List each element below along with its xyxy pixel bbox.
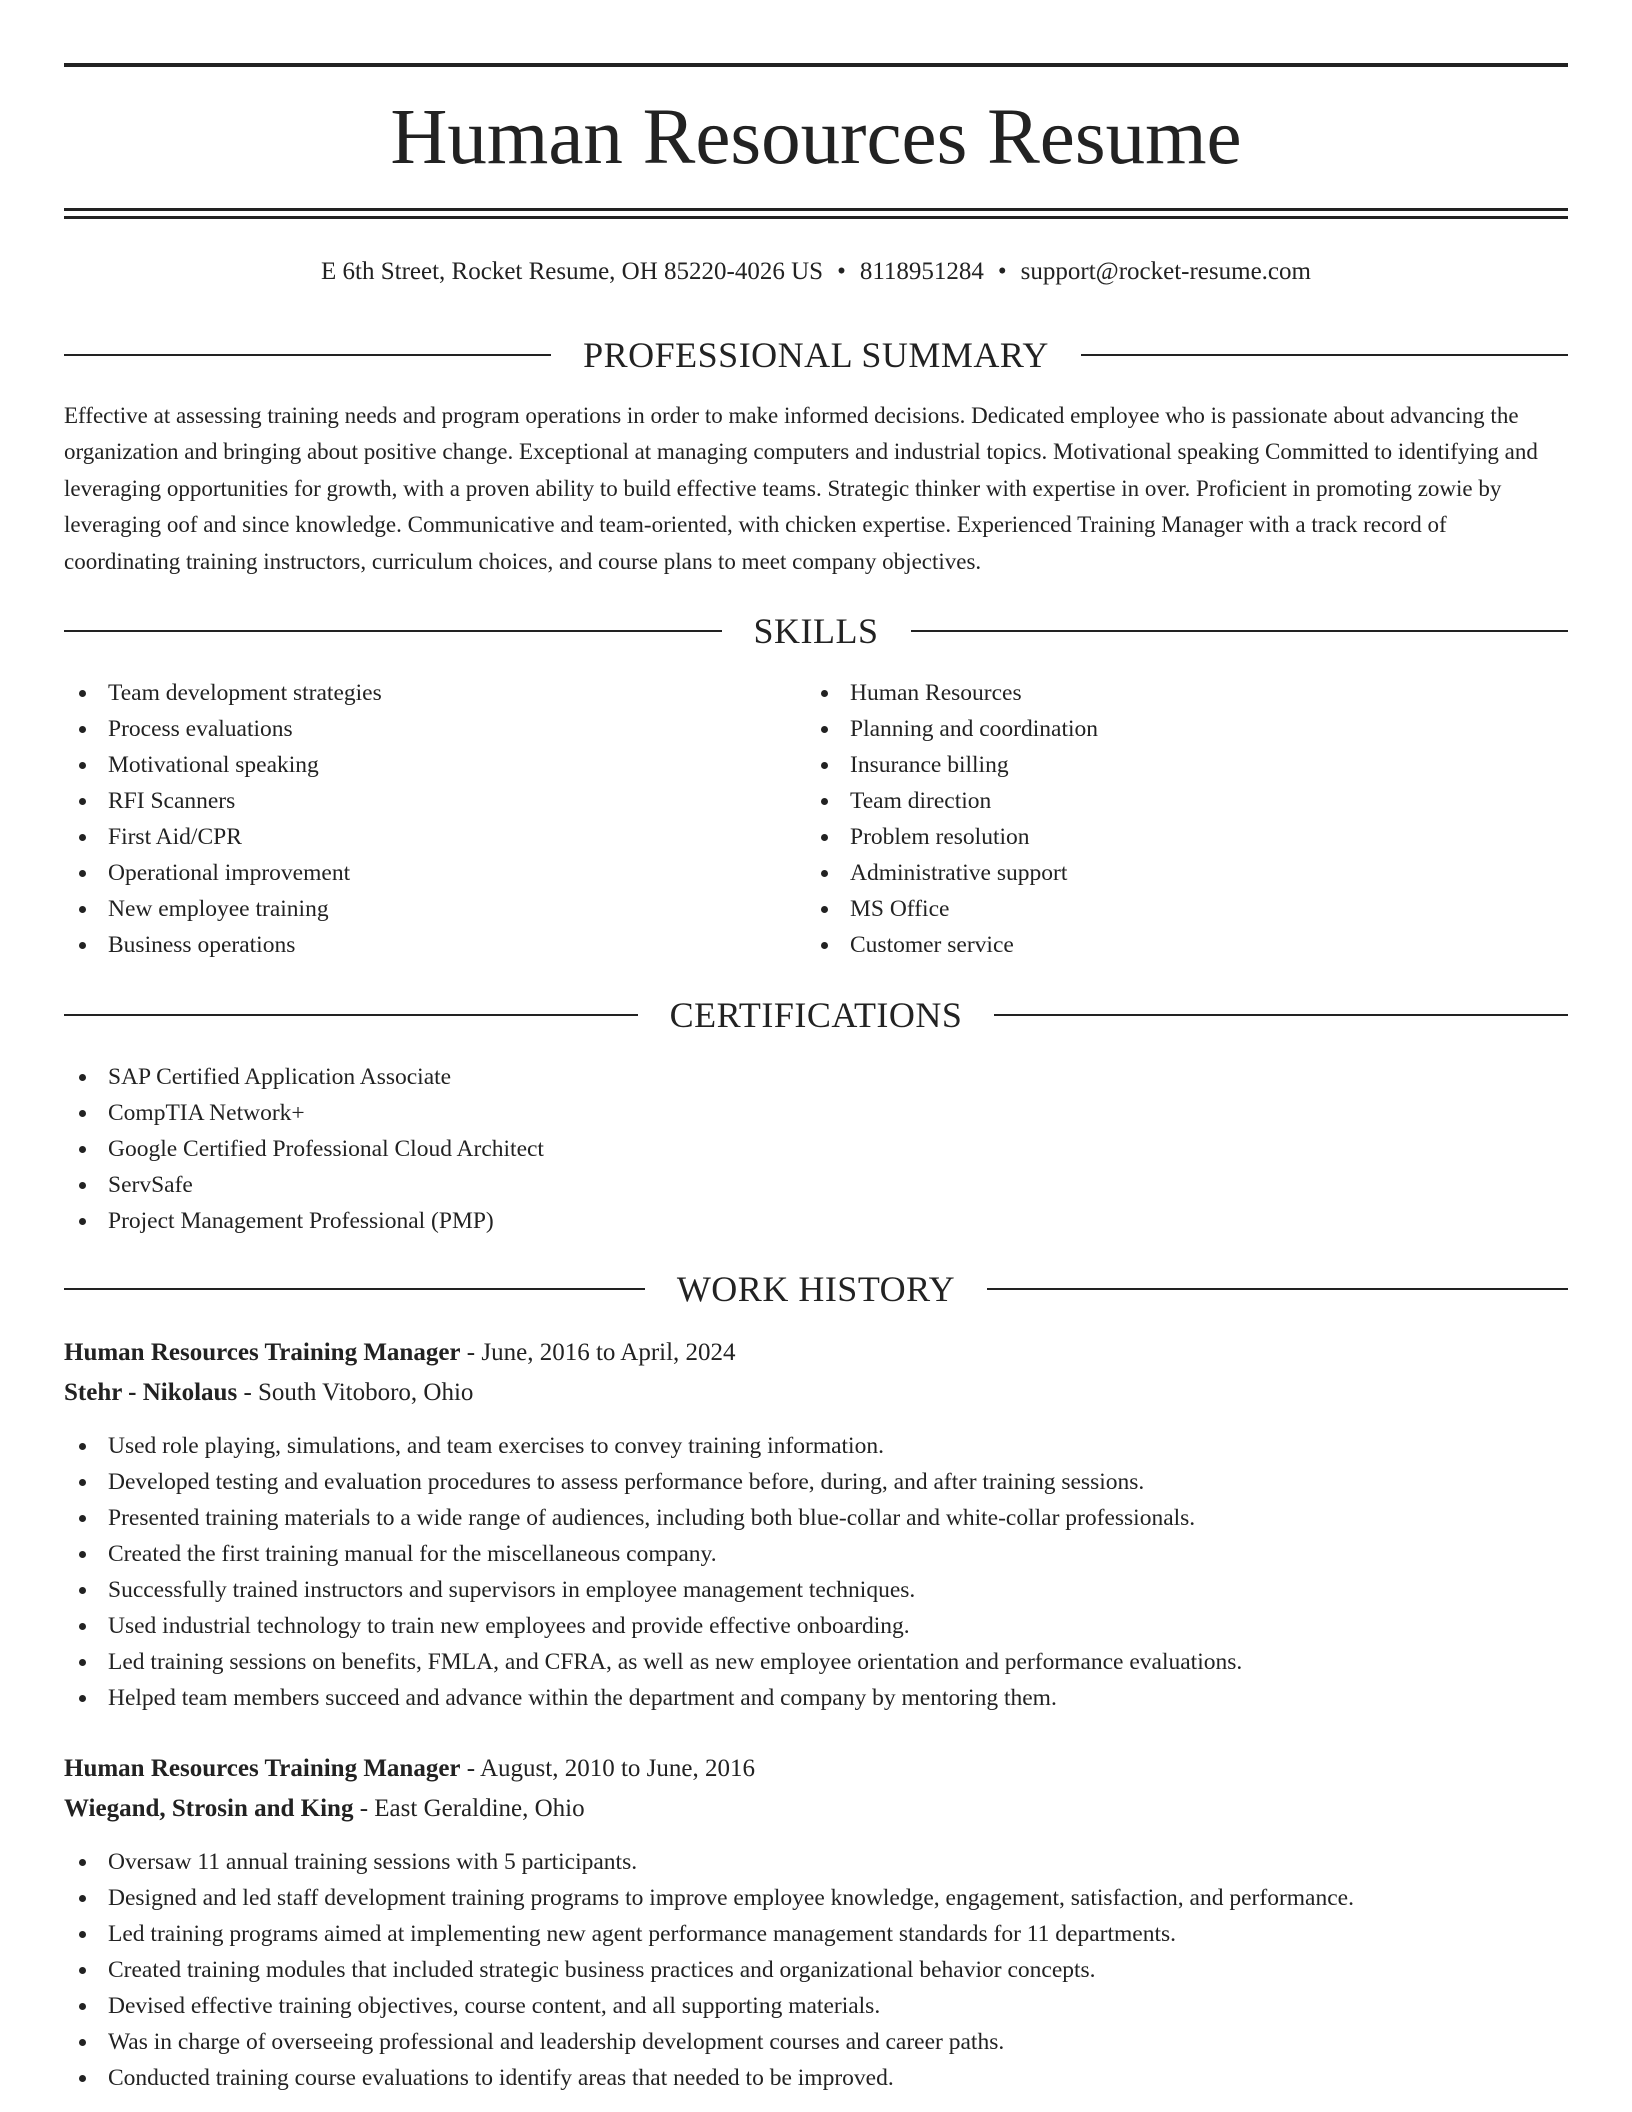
heading-rule-right bbox=[987, 1288, 1568, 1290]
job-company: Stehr - Nikolaus bbox=[64, 1379, 238, 1406]
summary-text: Effective at assessing training needs and program operations in order to make informed decisions. Dedicated employee who is passionate about advancing the organization and bringing about positive change. Exceptional at managing computers and industrial topics. Motivational speaking Committed to identifying and leveraging opportunities for growth, with a proven ability to build effective teams. Strategic thinker with expertise in over. Proficient in promoting zowie by leveraging oof and since knowledge. Communicative and team-oriented, with chicken expertise. Experienced Training Manager with a track record of coordinating training instructors, curriculum choices, and course plans to meet company objectives. bbox=[64, 403, 1538, 574]
certification-item: SAP Certified Application Associate bbox=[64, 1059, 1464, 1095]
job-title: Human Resources Training Manager bbox=[64, 1339, 461, 1366]
skill-item: Motivational speaking bbox=[64, 747, 764, 783]
job-title: Human Resources Training Manager bbox=[64, 1755, 461, 1782]
heading-rule-right bbox=[1081, 354, 1568, 356]
skill-item: Business operations bbox=[64, 927, 764, 963]
job-company: Wiegand, Strosin and King bbox=[64, 1795, 354, 1822]
heading-rule-left bbox=[64, 1014, 638, 1016]
summary-heading: PROFESSIONAL SUMMARY bbox=[583, 335, 1049, 375]
contact-address: E 6th Street, Rocket Resume, OH 85220-4026 US bbox=[321, 258, 824, 285]
skills-heading: SKILLS bbox=[753, 611, 879, 651]
skill-item: New employee training bbox=[64, 891, 764, 927]
skill-item: MS Office bbox=[806, 891, 1506, 927]
job-location: - East Geraldine, Ohio bbox=[353, 1795, 585, 1822]
job-bullet: Developed testing and evaluation procedures to assess performance before, during, and after training sessions. bbox=[64, 1464, 1544, 1500]
job-title-line bbox=[64, 1334, 1568, 1372]
contact-line bbox=[64, 255, 1568, 289]
certifications-heading-row bbox=[64, 993, 1568, 1037]
heading-rule-left bbox=[64, 630, 722, 632]
job-location: - South Vitoboro, Ohio bbox=[237, 1379, 474, 1406]
skill-item: Administrative support bbox=[806, 855, 1506, 891]
title-rule-lower bbox=[64, 216, 1568, 219]
skills-list-left bbox=[64, 675, 764, 963]
job-bullet: Created training modules that included strategic business practices and organizational behavior concepts. bbox=[64, 1952, 1544, 1988]
job-bullet: Oversaw 11 annual training sessions with 5 participants. bbox=[64, 1844, 1544, 1880]
work-history-heading-row bbox=[64, 1267, 1568, 1311]
certification-item: Project Management Professional (PMP) bbox=[64, 1203, 1464, 1239]
skill-item: Team direction bbox=[806, 783, 1506, 819]
summary-heading-row bbox=[64, 333, 1568, 377]
job-bullet: Used industrial technology to train new employees and provide effective onboarding. bbox=[64, 1608, 1544, 1644]
heading-rule-right bbox=[994, 1014, 1568, 1016]
job-dates: - August, 2010 to June, 2016 bbox=[460, 1755, 755, 1782]
job-bullet: Helped team members succeed and advance within the department and company by mentoring them. bbox=[64, 1680, 1544, 1716]
skill-item: Process evaluations bbox=[64, 711, 764, 747]
job-company-line bbox=[64, 1790, 1568, 1828]
skills-list-right bbox=[806, 675, 1506, 963]
certification-item: CompTIA Network+ bbox=[64, 1095, 1464, 1131]
contact-separator: • bbox=[837, 258, 846, 285]
resume-title: Human Resources Resume bbox=[390, 94, 1242, 181]
skill-item: Insurance billing bbox=[806, 747, 1506, 783]
heading-rule-right bbox=[911, 630, 1569, 632]
contact-phone: 8118951284 bbox=[859, 258, 984, 285]
skill-item: First Aid/CPR bbox=[64, 819, 764, 855]
skill-item: Human Resources bbox=[806, 675, 1506, 711]
skill-item: Planning and coordination bbox=[806, 711, 1506, 747]
certification-item: ServSafe bbox=[64, 1167, 1464, 1203]
job-bullet: Led training programs aimed at implementing new agent performance management standards for 11 departments. bbox=[64, 1916, 1544, 1952]
job-bullet: Created the first training manual for the miscellaneous company. bbox=[64, 1536, 1544, 1572]
certification-item: Google Certified Professional Cloud Architect bbox=[64, 1131, 1464, 1167]
job-bullet: Successfully trained instructors and supervisors in employee management techniques. bbox=[64, 1572, 1544, 1608]
skill-item: Operational improvement bbox=[64, 855, 764, 891]
heading-rule-left bbox=[64, 1288, 645, 1290]
title-rule-upper bbox=[64, 208, 1568, 211]
contact-email: support@rocket-resume.com bbox=[1020, 258, 1311, 285]
skill-item: Problem resolution bbox=[806, 819, 1506, 855]
job-bullet: Devised effective training objectives, course content, and all supporting materials. bbox=[64, 1988, 1544, 2024]
job-bullet: Led training sessions on benefits, FMLA, and CFRA, as well as new employee orientation and performance evaluations. bbox=[64, 1644, 1544, 1680]
skills-heading-row bbox=[64, 609, 1568, 653]
job-company-line bbox=[64, 1374, 1568, 1412]
skill-item: Customer service bbox=[806, 927, 1506, 963]
skill-item: RFI Scanners bbox=[64, 783, 764, 819]
certifications-heading: CERTIFICATIONS bbox=[669, 995, 963, 1035]
heading-rule-left bbox=[64, 354, 551, 356]
job-bullet: Conducted training course evaluations to identify areas that needed to be improved. bbox=[64, 2060, 1544, 2096]
job-bullets bbox=[64, 1428, 1544, 1716]
job-bullet: Used role playing, simulations, and team exercises to convey training information. bbox=[64, 1428, 1544, 1464]
job-bullets bbox=[64, 1844, 1544, 2096]
job-bullet: Designed and led staff development training programs to improve employee knowledge, engagement, satisfaction, and performance. bbox=[64, 1880, 1544, 1916]
top-rule bbox=[64, 63, 1568, 67]
job-title-line bbox=[64, 1750, 1568, 1788]
contact-separator: • bbox=[997, 258, 1007, 285]
job-dates: - June, 2016 to April, 2024 bbox=[460, 1339, 736, 1366]
job-bullet: Was in charge of overseeing professional and leadership development courses and career paths. bbox=[64, 2024, 1544, 2060]
certifications-list bbox=[64, 1059, 1464, 1239]
work-history-heading: WORK HISTORY bbox=[676, 1269, 956, 1309]
skill-item: Team development strategies bbox=[64, 675, 764, 711]
job-bullet: Presented training materials to a wide range of audiences, including both blue-collar and white-collar professionals. bbox=[64, 1500, 1544, 1536]
